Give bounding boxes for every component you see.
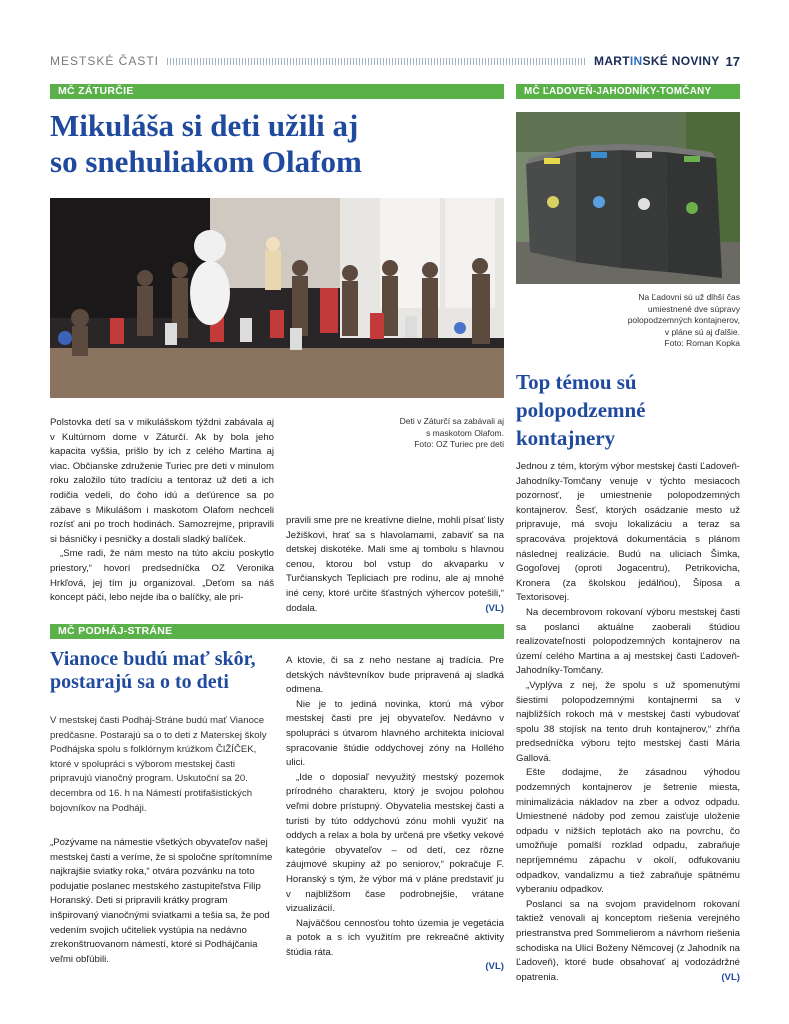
article2-column2: A ktovie, či sa z neho nestane aj tradícia. Pre detských návštevníkov bude pripravená aj sladká odmena. Nie je to jediná novinka, ktorú má výbor mestskej časti pre jej obyvateľov. Nedávno v spolupráci s útvarom hlavného architekta inicioval spracovanie štúdie oddychovej zóny na Hollého ulici. „Ide o doposiaľ nevyužitý mestský pozemok prírodného charakteru, ktorý je svojou polohou veľmi dobre prístupný. Obyvatelia mestskej časti a turisti by túto oddychovú zónu mohli využiť na oddych a relax a bola by určená pre všetky vekové kategórie obyvateľov – od detí, cez rôzne záujmové skupiny až po seniorov,“ pokračuje F. Horanský s tým, že výbor má v pláne predstaviť ju v najbližšom čase podrobnejšie, vrátane vizualizácií. Najväčšou cennosťou tohto územia je vegetácia a potok a s ich využitím pre rekreačné aktivity štúdia ráta. (VL) xyxy=(286,654,504,975)
article3-body: Jednou z tém, ktorým výbor mestskej časti Ľadoveň-Jahodníky-Tomčany venuje v týchto mesiacoch pozornosť, je umiestnenie polopodzemných kontajnerov. Šesť, ktorých osádzanie mesto už pripravuje, má svoju lokalizáciu a teraz sa spracováva projektová dokumentácia s plánom následnej realizácie. Budú na uliciach Šimka, Gogoľovej (oproti Jogacentru), Petrikovicha, Kronera (za školskou jedálňou), Šiposa a Textorisovej. Na decembrovom rokovaní výboru mestskej časti sa poslanci aktuálne zaoberali štúdiou realizovateľnosti polopodzemných kontajnerov na území celého Martina a aj mestskej časti Ľadoveň-Jahodníky-Tomčany. „Vyplýva z nej, že spolu s už spomenutými šiestimi polopodzemnými kontajnermi sa v najbližších rokoch má v mestskej časti vybudovať spolu 38 stojísk na tento druh kontajnerov,“ zhŕňa predsedníčka výboru tejto mestskej časti Mária Gallová. Ešte dodajme, že zásadnou výhodou podzemných kontajnerov je šetrenie miesta, minimalizácia nákladov na zber a odvoz odpadu. Umiestnené nádoby pod zemou zaisťuje uloženie odpadu v nižších teplotách ako na povrchu, čo umožňuje pomalší rozklad odpadu, zabraňuje nepríjemnému zápachu v okolí, odfukovaniu odpadkov, vandalizmu a tiež zabraňuje spätnému vyberaniu odpadkov. Poslanci sa na svojom pravidelnom rokovaní taktiež venovali aj konceptom riešenia verejného priestranstva pred Sommelierom a návrhom riešenia schodiska na Ulici Boženy Němcovej (z Jahodník na Ľadoveň), ktoré bude obsahovať aj vodozádržné opatrenia. (VL) xyxy=(516,460,740,985)
section-tag-podhaj: MČ PODHÁJ-STRÁNE xyxy=(50,624,504,639)
section-tag-ladoven: MČ ĽADOVEŇ-JAHODNÍKY-TOMČANY xyxy=(516,84,740,99)
article2-column1: „Pozývame na námestie všetkých obyvateľov našej mestskej časti a veríme, že si spoločne sprítomníme najkrajšie sviatky roka,“ otvára pozvánku na toto podujatie poslanec mestského zastupiteľstva Filip Horanský. Deti si pripravili krátky program inšpirovaný vianočnými sviatkami a tešia sa, že pod vedením svojich učiteliek vystúpia na nedávno zrekonštruovanom námestí, ktoré si Podhájčania veľmi obľúbili. xyxy=(50,837,273,965)
section-tag-zaturcie: MČ ZÁTURČIE xyxy=(50,84,504,99)
article1-column1: Polstovka detí sa v mikulášskom týždni zabávala aj v Kultúrnom dome v Záturčí. Ak by bola jeho kapacita vyššia, prišlo by ich z celého Martina aj viac. Občianske združenie Turiec pre deti v minulom roku založilo túto tradíciu a tentoraz už deti a ich rodičia vedeli, do čoho idú a deťúrence sa po zábave s Mikulášom i maskotom Olafom nechceli rozísť ani po troch hodinách. Samozrejme, pripravili si básničky i pesničky a dostali sladký balíček. „Sme radi, že nám mesto na túto akciu poskytlo priestory,“ hovorí predsedníčka OZ Veronika Hrkľová, jej tím ju organizoval. „Deťom sa náš koncept páči, lebo nejde iba o balíčky, ale pri- xyxy=(50,417,274,604)
photo-containers xyxy=(516,112,740,284)
header-divider xyxy=(167,58,586,65)
page-number: 17 xyxy=(725,53,740,69)
article-title-mikulas: Mikuláša si deti užili aj so snehuliakom Olafom xyxy=(50,108,362,179)
article1-column2: pravili sme pre ne kreatívne dielne, mohli písať listy Ježiškovi, hrať sa s hlavolamami, zabaviť sa na detskej diskotéke. Mali sme aj tombolu s hlavnou cenou, ktorou bol vstup do akvaparku v Turčianskych Tepliciach pre rodinu, ale aj mnohé iné ceny, ktoré určite šťastných výhercov potešili,“ dodala. (VL) xyxy=(286,514,504,616)
article-title-kontajnery: Top témou sú polopodzemné kontajnery xyxy=(516,370,646,450)
photo-caption-mikulas: Deti v Záturčí sa zabávali aj s maskotom Olafom. Foto: OZ Turiec pre deti xyxy=(399,416,504,449)
photo-caption-containers: Na Ľadovni sú už dlhší čas umiestnené dve súpravy polopodzemných kontajnerov, v pláne sú aj ďalšie. Foto: Roman Kopka xyxy=(627,292,740,348)
photo-mikulas-party xyxy=(50,198,504,398)
article1-signature: (VL) xyxy=(485,602,504,614)
article2-signature: (VL) xyxy=(485,961,504,973)
newspaper-name: MARTINSKÉ NOVINY xyxy=(594,54,720,68)
section-label: MESTSKÉ ČASTI xyxy=(50,54,160,68)
article2-lead: V mestskej časti Podháj-Stráne budú mať Vianoce predčasne. Postarajú sa o to deti z Materskej školy Podhájska spolu s folklórnym krúžkom ČIŽÍČEK, ktoré v spolupráci s výborom mestskej časti pripravujú vianočný program. Uskutoční sa 20. decembra od 16. h na Námestí protifašistických bojovníkov na Podháji. xyxy=(50,715,267,814)
page-header xyxy=(50,52,740,70)
article-title-vianoce: Vianoce budú mať skôr, postarajú sa o to deti xyxy=(50,648,256,693)
article3-signature: (VL) xyxy=(721,971,740,983)
